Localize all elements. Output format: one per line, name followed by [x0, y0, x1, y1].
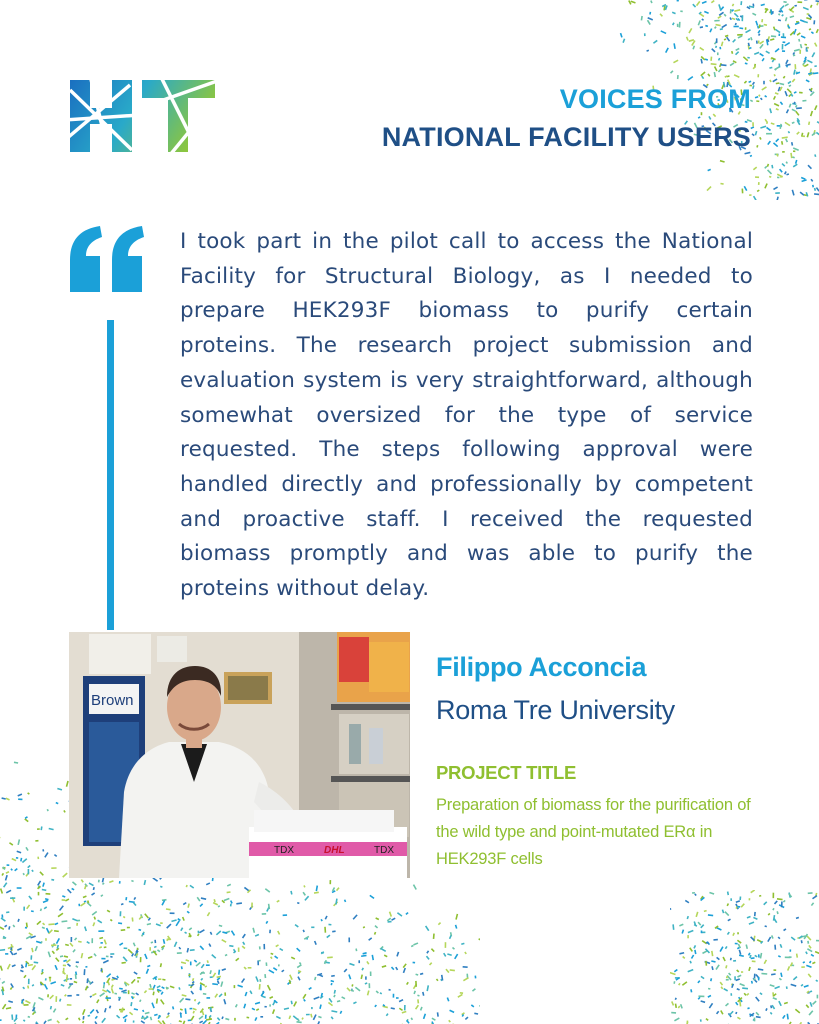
project-title: Preparation of biomass for the purification of the wild type and point-mutated ERα in HEK293F cells [436, 796, 751, 868]
box-label-2: DHL [324, 845, 345, 856]
page-heading [382, 80, 751, 156]
box-label-1: TDX [274, 845, 294, 856]
heading-line-1: VOICES FROM [559, 84, 751, 114]
quote-mark-icon [66, 226, 148, 292]
portrait-photo [69, 632, 410, 878]
project-title-label: PROJECT TITLE [436, 762, 576, 783]
confetti-bottom-right [670, 890, 819, 1024]
person-name: Filippo Acconcia [436, 652, 647, 682]
heading-line-2: NATIONAL FACILITY USERS [381, 122, 751, 152]
quote-bar [107, 320, 114, 630]
person-affiliation: Roma Tre University [436, 695, 675, 725]
box-label-3: TDX [374, 845, 394, 856]
poster-text: Brown [91, 692, 134, 709]
ht-logo-icon [70, 80, 215, 152]
testimonial-quote: I took part in the pilot call to access the National Facility for Structural Biology, as I needed to prepare HEK293F biomass to purify certain proteins. The research project submission and evaluation system is very straightforward, although somewhat oversized for the type of service requested. The steps following approval were handled directly and professionally by competent and proactive staff. I received the requested biomass promptly and was able to purify the proteins without delay. [180, 229, 753, 602]
